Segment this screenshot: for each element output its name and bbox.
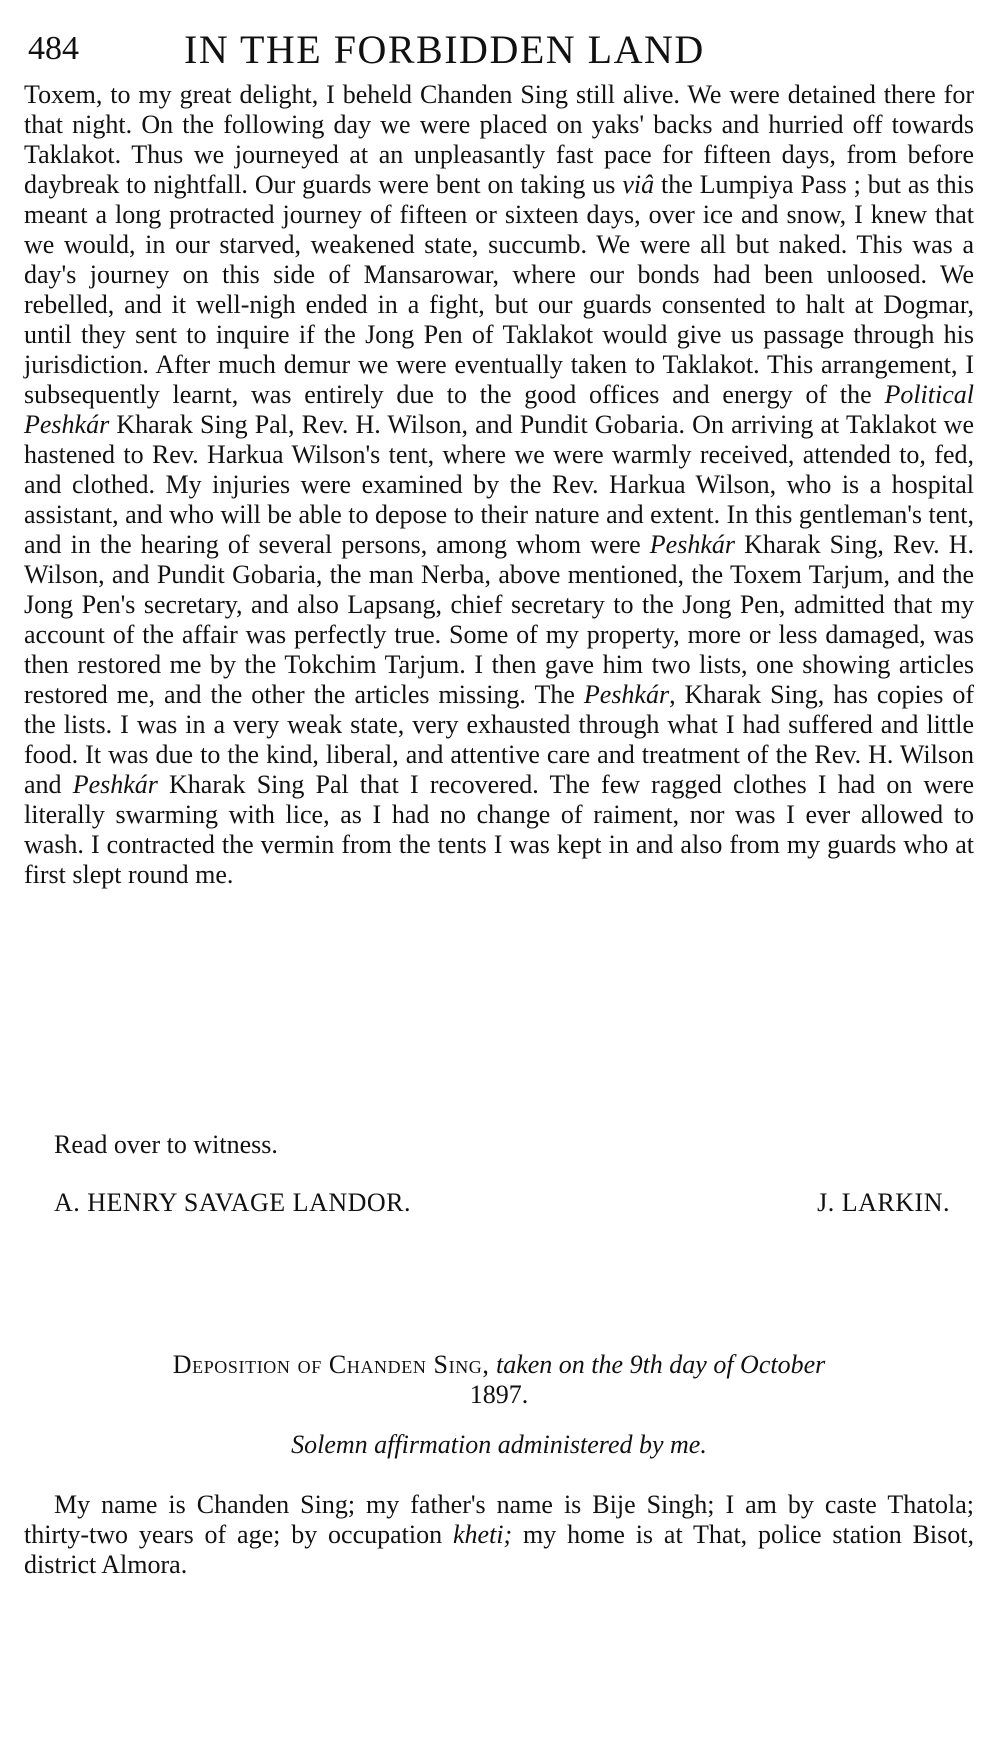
text-segment: the Lumpiya Pass ; but as this meant a long protracted journey of fifteen or sixteen days, over ice and snow, I knew that we would, in our starved, weakened state, succumb. We were all but naked. This was a day's journey on this side of Mansarowar, where our bonds had been unloosed. We rebelled, and it well-nigh ended in a fight, but our guards consented to halt at Dogmar, until they sent to inquire if the Jong Pen of Taklakot would give us passage through his jurisdiction. After much demur we were eventually taken to Taklakot. This arrangement, I subsequently learnt, was entirely due to the good offices and energy of the	[24, 170, 974, 409]
italic-peshkar: Peshkár	[649, 530, 735, 559]
text-segment: , Kharak Sing, has copies of the lists. I was in a very weak state, very exhausted through what I had suffered and little food. It was due to the kind, liberal, and attentive care and treatment of the Rev. H. Wilson and	[24, 680, 975, 799]
italic-political-peshkar: Political Peshkár	[24, 380, 974, 439]
page-number: 484	[28, 30, 79, 67]
text-segment: My name is Chanden Sing; my father's name is Bije Singh; I am by caste Thatola; thirty-two years of age; by occupation	[24, 1490, 974, 1549]
running-title: IN THE FORBIDDEN LAND	[184, 27, 705, 72]
deposition-year: 1897.	[469, 1380, 529, 1409]
text-segment: Kharak Sing Pal that I recovered. The few ragged clothes I had on were literally swarming with lice, as I had no change of raiment, nor was I ever allowed to wash. I contracted the vermin from the tents I was kept in and also from my guards who at first slept round me.	[24, 770, 974, 889]
statement-paragraph	[24, 80, 974, 1130]
affirmation-line: Solemn affirmation administered by me.	[291, 1430, 707, 1459]
text-segment: Kharak Sing, Rev. H. Wilson, and Pundit Gobaria, the man Nerba, above mentioned, the Toxem Tarjum, and the Jong Pen's secretary, and also Lapsang, chief secretary to the Jong Pen, admitted that my account of the affair was perfectly true. Some of my property, more or less damaged, was then restored me by the Tokchim Tarjum. I then gave him two lists, one showing articles restored me, and the other the articles missing. The	[24, 530, 974, 709]
signature-larkin: J. LARKIN.	[817, 1188, 950, 1217]
page-header	[24, 22, 974, 70]
text-segment: Toxem, to my great delight, I beheld Chanden Sing still alive. We were detained there for that night. On the following day we were placed on yaks' backs and hurried off towards Taklakot. Thus we journeyed at an unpleasantly fast pace for fifteen days, from before daybreak to nightfall. Our guards were bent on taking us	[24, 80, 974, 199]
deposition-heading	[24, 1350, 974, 1410]
deposition-heading-caps: Deposition of Chanden Sing,	[172, 1350, 490, 1379]
statement-text	[24, 80, 974, 890]
read-over-line: Read over to witness.	[54, 1130, 278, 1159]
signature-line	[24, 1180, 974, 1240]
text-segment: Kharak Sing Pal, Rev. H. Wilson, and Pundit Gobaria. On arriving at Taklakot we hastened to Rev. Harkua Wilson's tent, where we were warmly received, attended to, fed, and clothed. My injuries were examined by the Rev. Harkua Wilson, who is a hospital assistant, and who will be able to depose to their nature and extent. In this gentleman's tent, and in the hearing of several persons, among whom were	[24, 410, 974, 559]
italic-peshkar: Peshkár	[583, 680, 670, 709]
text-segment: my home is at That, police station Bisot, district Almora.	[24, 1520, 974, 1579]
italic-via: viâ	[622, 170, 655, 199]
italic-peshkar: Peshkár	[72, 770, 158, 799]
book-page	[24, 22, 974, 1580]
deposition-heading-italic: taken on the 9th day of October	[496, 1350, 826, 1379]
italic-kheti: kheti;	[452, 1520, 513, 1549]
signature-landor: A. HENRY SAVAGE LANDOR.	[54, 1188, 412, 1217]
deposition-paragraph	[24, 1490, 974, 1580]
